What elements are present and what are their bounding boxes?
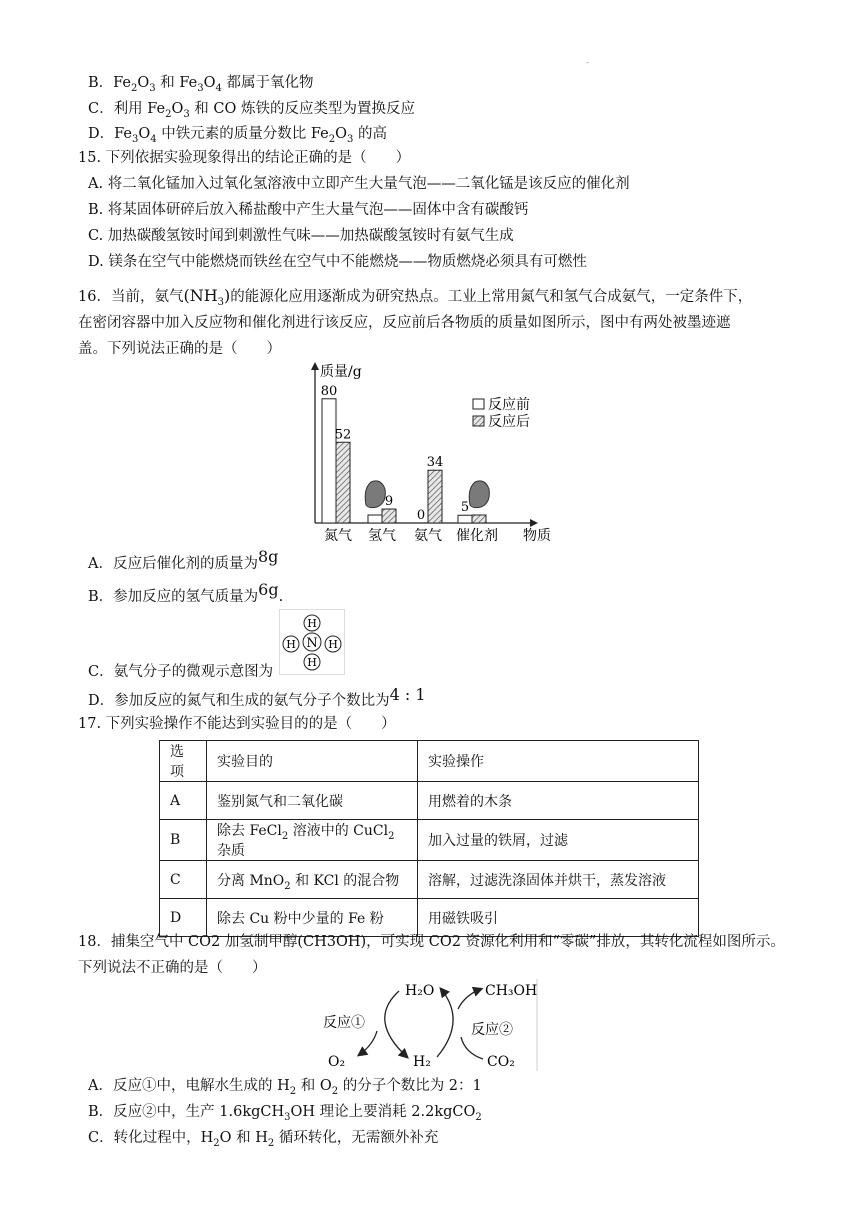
bar-nh3-after [428, 470, 442, 523]
bar-h2-before [368, 515, 382, 523]
legend-swatch-after [473, 416, 484, 426]
label-ch3oh: CH₃OH [485, 983, 538, 999]
nh3-formula: $(NH_3)$ [183, 286, 231, 309]
q17-table [159, 740, 699, 937]
q16-option-a: A．反应后催化剂的质量为8g [88, 547, 279, 572]
header-mark: - [586, 58, 589, 67]
atom-h-label: H [307, 617, 317, 630]
table-row [160, 782, 699, 820]
table-cell-aim: 分离 MnO$_2$ 和 KCl 的混合物 [207, 861, 418, 899]
q16-stem-line3: 盖。下列说法正确的是（ ） [78, 341, 281, 357]
arrow-h2-to-h2o [437, 989, 453, 1057]
table-header-cell: 实验操作 [418, 741, 699, 782]
arrow-to-ch3oh [458, 989, 481, 1009]
mass-bar-chart [290, 360, 560, 550]
table-cell-option: B [160, 820, 207, 861]
bar-h2-after [382, 509, 396, 523]
q15-option-d: D. 镁条在空气中能燃烧而铁丝在空气中不能燃烧——物质燃烧必须具有可燃性 [88, 254, 587, 270]
atom-h-label: H [286, 638, 296, 651]
table-cell-option: A [160, 782, 207, 820]
q15-option-a: A. 将二氧化锰加入过氧化氢溶液中立即产生大量气泡——二氧化锰是该反应的催化剂 [88, 176, 630, 192]
category-label-n2: 氮气 [324, 528, 352, 544]
bar-n2-before [322, 399, 336, 523]
data-label-n2-after: 52 [334, 427, 352, 443]
category-label-h2: 氢气 [368, 528, 396, 544]
atom-h-label: H [307, 656, 317, 669]
q18-option-c: C．转化过程中，$H_2O$ 和 $H_2$ 循环转化，无需额外补充 [88, 1130, 439, 1149]
category-label-catalyst: 催化剂 [456, 528, 498, 544]
q16-option-b: B．参加反应的氢气质量为6g. [88, 580, 284, 605]
bar-n2-after [336, 442, 350, 523]
q18-option-b: B．反应②中，生产 1.6kgCH$_3$OH 理论上要消耗 2.2kgCO$_2$ [88, 1104, 482, 1123]
table-header-cell: 实验目的 [207, 741, 418, 782]
table-row [160, 899, 699, 937]
data-label-catalyst-before: 5 [460, 500, 470, 516]
conversion-flow-diagram [315, 975, 545, 1073]
line-from-co2 [461, 1037, 483, 1059]
y-axis-arrow [311, 362, 319, 370]
q14-option-c: C．利用 $Fe_2O_3$ 和 CO 炼铁的反应类型为置换反应 [88, 101, 416, 120]
q18-stem-line2: 下列说法不正确的是（ ） [78, 960, 267, 976]
table-cell-op: 用燃着的木条 [418, 782, 699, 820]
atom-n-label: N [306, 636, 318, 651]
q16-option-d: D．参加反应的氮气和生成的氨气分子个数比为4 : 1 [88, 685, 426, 709]
x-axis-arrow [530, 519, 538, 527]
bar-catalyst-before [458, 515, 472, 523]
label-reaction2: 反应② [471, 1022, 513, 1038]
label-o2: O₂ [328, 1054, 346, 1070]
ammonia-molecule-diagram [279, 609, 345, 675]
table-row [160, 861, 699, 899]
legend-label-before: 反应前 [488, 397, 530, 413]
category-label-nh3: 氨气 [414, 528, 442, 544]
q15-option-c: C. 加热碳酸氢铵时闻到刺激性气味——加热碳酸氢铵时有氨气生成 [88, 228, 514, 244]
legend-label-after: 反应后 [488, 414, 530, 430]
atom-h-label: H [328, 638, 338, 651]
q14-option-b: B．$Fe_2O_3$ 和 $Fe_3O_4$ 都属于氧化物 [88, 75, 314, 94]
ink-blot-h2 [365, 481, 385, 508]
data-label-nh3-after: 34 [426, 455, 444, 471]
q14-option-d: D．$Fe_3O_4$ 中铁元素的质量分数比 $Fe_2O_3$ 的高 [88, 126, 387, 145]
x-axis-label: 物质 [523, 528, 551, 544]
bar-catalyst-after [472, 515, 486, 523]
table-cell-option: C [160, 861, 207, 899]
q18-stem-line1: 18．捕集空气中 CO2 加氢制甲醇(CH3OH)，可实现 CO2 资源化利用和“零碳”排放，其转化流程如图所示。 [78, 934, 785, 950]
arrow-to-o2 [359, 1031, 377, 1055]
table-cell-option: D [160, 899, 207, 937]
table-row [160, 820, 699, 861]
table-cell-op: 溶解，过滤洗涤固体并烘干，蒸发溶液 [418, 861, 699, 899]
data-label-h2-after: 9 [384, 494, 394, 510]
q18-option-a: A．反应①中，电解水生成的 $H_2$ 和 $O_2$ 的分子个数比为 2：1 [88, 1078, 482, 1097]
q15-option-b: B. 将某固体研碎后放入稀盐酸中产生大量气泡——固体中含有碳酸钙 [88, 202, 529, 218]
q15-stem: 15. 下列依据实验现象得出的结论正确的是（ ） [78, 150, 411, 166]
y-axis-label: 质量/g [320, 364, 362, 380]
q16-option-c: C．氨气分子的微观示意图为 [88, 664, 274, 680]
table-cell-aim: 除去 FeCl$_2$ 溶液中的 CuCl$_2$ 杂质 [207, 820, 418, 861]
table-cell-op: 加入过量的铁屑，过滤 [418, 820, 699, 861]
table-cell-op: 用磁铁吸引 [418, 899, 699, 937]
label-co2: CO₂ [487, 1054, 515, 1070]
label-h2: H₂ [413, 1054, 431, 1070]
legend-swatch-before [473, 399, 484, 409]
table-cell-aim: 鉴别氮气和二氧化碳 [207, 782, 418, 820]
table-cell-aim: 除去 Cu 粉中少量的 Fe 粉 [207, 899, 418, 937]
q16-stem-line2: 在密闭容器中加入反应物和催化剂进行该反应，反应前后各物质的质量如图所示，图中有两处被墨迹遮 [78, 315, 731, 331]
data-label-n2-before: 80 [320, 383, 338, 399]
label-reaction1: 反应① [323, 1015, 365, 1031]
table-header-row [160, 741, 699, 782]
q16-stem-line1: 16．当前，氨气$(NH_3)$的能源化应用逐渐成为研究热点。工业上常用氮气和氢气合成氨气，一定条件下， [78, 286, 753, 309]
label-h2o: H₂O [405, 983, 435, 999]
table-header-cell: 选项 [160, 741, 207, 782]
ink-blot-catalyst [469, 481, 489, 508]
arrow-h2o-to-h2 [385, 991, 407, 1057]
data-label-nh3-before: 0 [416, 508, 426, 523]
q17-stem: 17. 下列实验操作不能达到实验目的的是（ ） [78, 716, 396, 732]
